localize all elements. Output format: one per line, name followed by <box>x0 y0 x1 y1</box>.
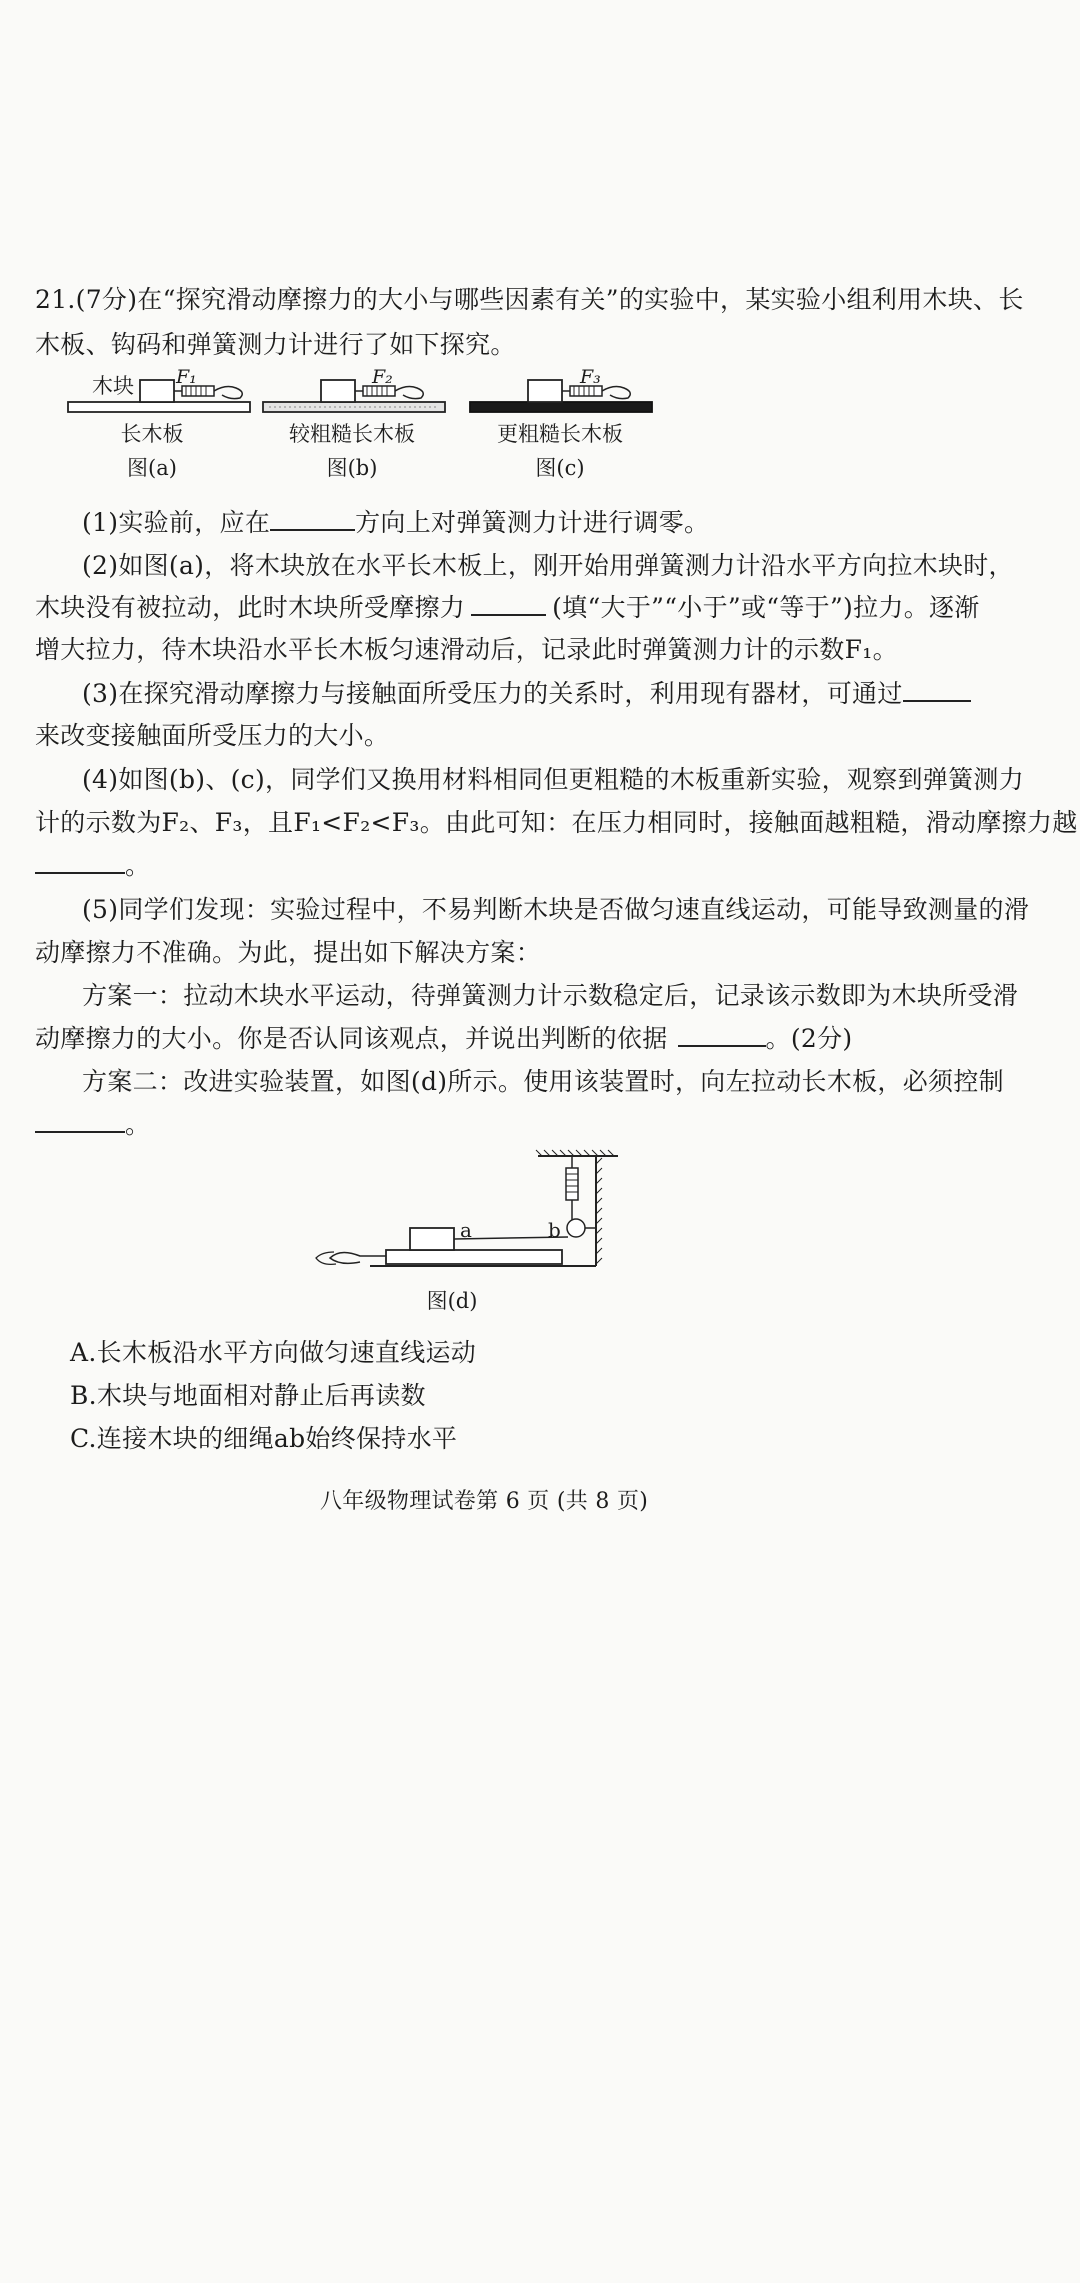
string-point-b: b <box>548 1218 561 1242</box>
figure-caption-d: 图(d) <box>426 1289 478 1313</box>
option-a[interactable]: A.长木板沿水平方向做匀速直线运动 <box>70 1338 477 1367</box>
answer-blank-2[interactable] <box>471 590 546 616</box>
figure-b-diagram <box>255 362 455 424</box>
answer-blank-5[interactable] <box>678 1021 766 1047</box>
question-header-line-1: 21.(7分)在“探究滑动摩擦力的大小与哪些因素有关”的实验中，某实验小组利用木块、长 <box>35 285 1024 314</box>
answer-blank-3[interactable] <box>903 676 971 702</box>
part-5-line-2: 动摩擦力不准确。为此，提出如下解决方案： <box>35 938 542 967</box>
force-label-f1: F₁ <box>176 366 197 388</box>
part-1-text-post: 方向上对弹簧测力计进行调零。 <box>355 508 710 537</box>
part-2-line-2 <box>35 590 980 626</box>
plan-1-text-pre: 动摩擦力的大小。你是否认同该观点，并说出判断的依据 <box>35 1024 668 1053</box>
figure-d-diagram <box>300 1148 640 1278</box>
plan-2-line-2 <box>35 1107 150 1143</box>
figure-a-diagram <box>60 362 260 424</box>
answer-blank-1[interactable] <box>270 505 355 531</box>
plan-2-line-1: 方案二：改进实验装置，如图(d)所示。使用该装置时，向左拉动长木板，必须控制 <box>82 1067 1004 1096</box>
board-label-b: 较粗糙长木板 <box>289 422 415 446</box>
string-point-a: a <box>460 1218 472 1242</box>
part-1 <box>82 505 709 541</box>
figure-caption-a: 图(a) <box>127 456 177 480</box>
part-5-line-1: (5)同学们发现：实验过程中，不易判断木块是否做匀速直线运动，可能导致测量的滑 <box>82 895 1030 924</box>
part-1-text-pre: (1)实验前，应在 <box>82 508 271 537</box>
force-label-f3: F₃ <box>580 366 601 388</box>
option-b[interactable]: B.木块与地面相对静止后再读数 <box>70 1381 426 1410</box>
part-4-line-3 <box>35 848 150 884</box>
plan-1-line-1: 方案一：拉动木块水平运动，待弹簧测力计示数稳定后，记录该示数即为木块所受滑 <box>82 981 1019 1010</box>
board-label-a: 长木板 <box>120 422 184 446</box>
part-2-text-pre: 木块没有被拉动，此时木块所受摩擦力 <box>35 593 466 622</box>
block-label: 木块 <box>92 374 134 398</box>
plan-1-text-post: 。(2分) <box>765 1024 853 1053</box>
answer-blank-4[interactable] <box>35 848 125 874</box>
figure-caption-c: 图(c) <box>535 456 585 480</box>
figure-caption-b: 图(b) <box>326 456 378 480</box>
part-4-line-1: (4)如图(b)、(c)，同学们又换用材料相同但更粗糙的木板重新实验，观察到弹簧测力 <box>82 765 1025 794</box>
part-2-text-post: (填“大于”“小于”或“等于”)拉力。逐渐 <box>552 593 980 622</box>
part-3-text-pre: (3)在探究滑动摩擦力与接触面所受压力的关系时，利用现有器材，可通过 <box>82 679 903 708</box>
part-2-line-3: 增大拉力，待木块沿水平长木板匀速滑动后，记录此时弹簧测力计的示数F₁。 <box>35 635 898 664</box>
question-header-line-2: 木板、钩码和弹簧测力计进行了如下探究。 <box>35 330 516 359</box>
board-label-c: 更粗糙长木板 <box>497 422 623 446</box>
force-label-f2: F₂ <box>372 366 393 388</box>
plan-1-line-2 <box>35 1021 852 1057</box>
part-2-line-1: (2)如图(a)，将木块放在水平长木板上，刚开始用弹簧测力计沿水平方向拉木块时， <box>82 551 1014 580</box>
answer-blank-6[interactable] <box>35 1107 125 1133</box>
part-4-line-2: 计的示数为F₂、F₃，且F₁<F₂<F₃。由此可知：在压力相同时，接触面越粗糙，滑动摩擦力越 <box>35 808 1078 837</box>
figure-c-diagram <box>462 362 662 424</box>
part-4-text-post: 。 <box>125 851 151 880</box>
part-3-line-2: 来改变接触面所受压力的大小。 <box>35 721 390 750</box>
page-footer: 八年级物理试卷第 6 页 (共 8 页) <box>320 1489 649 1514</box>
part-3-line-1 <box>82 676 971 712</box>
plan-2-text-post: 。 <box>125 1110 151 1139</box>
option-c[interactable]: C.连接木块的细绳ab始终保持水平 <box>70 1424 458 1453</box>
